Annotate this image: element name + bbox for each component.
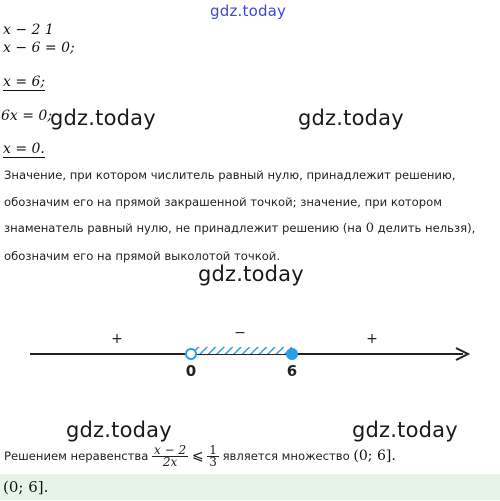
watermark-3: gdz.today xyxy=(198,262,304,286)
explanation-part-1: Значение, при котором числитель равный нулю, принадлежит решению, обозначим его на прямой закрашенной точкой; значение, при котором знаменатель равный нулю, не принадлежит решению (на xyxy=(4,168,456,235)
watermark-4: gdz.today xyxy=(66,418,172,442)
conclusion-fraction xyxy=(152,445,188,468)
watermark-5: gdz.today xyxy=(352,418,458,442)
rhs-fraction xyxy=(207,445,219,468)
conclusion-set: (0; 6]. xyxy=(353,448,396,464)
inequality-sign: ⩽ xyxy=(191,448,204,464)
fraction-remnant-line: x − 2 1 xyxy=(3,22,54,38)
explanation-paragraph xyxy=(4,162,496,269)
conclusion-line xyxy=(4,443,396,469)
equation-line-4 xyxy=(3,141,45,157)
equation-result-2: x = 0. xyxy=(3,141,45,157)
number-line xyxy=(0,290,500,390)
point-label-0: 0 xyxy=(185,362,197,380)
watermark-2: gdz.today xyxy=(298,106,404,130)
fraction-denominator: 2x xyxy=(162,455,178,469)
equation-result-1: x = 6; xyxy=(3,74,46,90)
solution-interval-hatch xyxy=(191,347,292,354)
equation-line-3: 6x = 0; xyxy=(1,108,53,124)
rhs-denominator: 3 xyxy=(209,455,217,469)
sign-left: + xyxy=(111,331,123,347)
fraction-numerator: x − 2 xyxy=(154,443,187,457)
sign-middle: − xyxy=(234,325,246,341)
sign-right: + xyxy=(366,331,378,347)
watermark-top: gdz.today xyxy=(210,2,287,20)
equation-line-2 xyxy=(3,74,45,90)
answer-highlight xyxy=(0,474,500,500)
answer-text: (0; 6]. xyxy=(3,478,49,496)
explanation-zero: 0 xyxy=(365,221,374,236)
conclusion-suffix: является множество xyxy=(222,449,350,463)
watermark-1: gdz.today xyxy=(50,106,156,130)
explanation-part-2: делить нельзя), обозначим его на прямой выколотой точкой. xyxy=(4,221,476,263)
equation-line-1: x − 6 = 0; xyxy=(3,40,75,56)
rhs-numerator: 1 xyxy=(209,443,217,457)
point-label-6: 6 xyxy=(286,362,298,380)
conclusion-prefix: Решением неравенства xyxy=(4,449,149,463)
open-point-0 xyxy=(186,349,196,359)
filled-point-6 xyxy=(287,349,297,359)
